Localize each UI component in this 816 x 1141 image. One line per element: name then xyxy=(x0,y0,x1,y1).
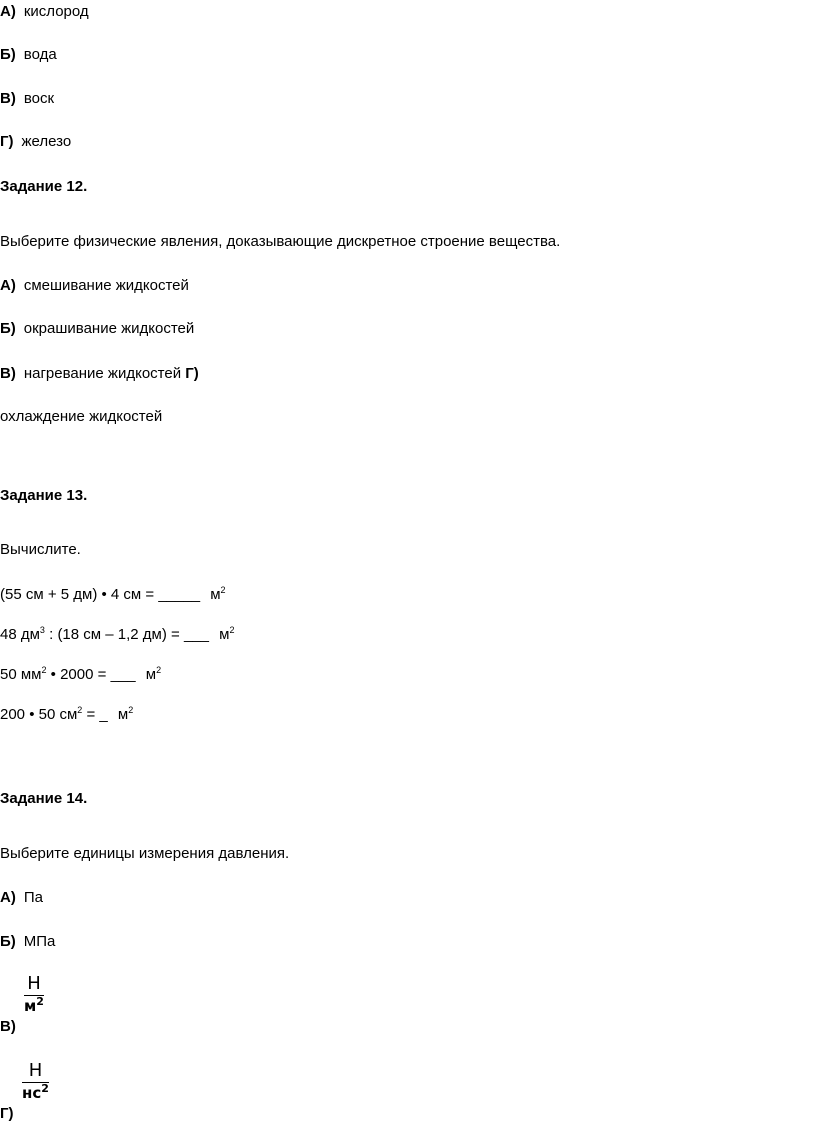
option-letter: А) xyxy=(0,889,16,906)
option-letter: Б) xyxy=(0,46,16,63)
prefix-exponent: 2 xyxy=(41,665,47,675)
option-text: смешивание жидкостей xyxy=(23,277,189,294)
prefix-exponent: 3 xyxy=(39,625,45,635)
task13-equation-3 xyxy=(0,666,161,684)
option-letter: Г) xyxy=(0,133,14,150)
fraction-n-per-m2 xyxy=(24,973,44,1016)
task12-option-b xyxy=(0,320,194,338)
unit-exponent: 2 xyxy=(229,625,235,635)
task14-title: Задание 14. xyxy=(0,790,88,807)
fraction-denominator xyxy=(24,996,44,1016)
task13-title: Задание 13. xyxy=(0,487,88,504)
task13-equation-4 xyxy=(0,706,133,724)
task13-equation-2 xyxy=(0,626,235,644)
task14-option-g-letter: Г) xyxy=(0,1105,14,1122)
unit: м xyxy=(219,626,230,643)
option-letter: В) xyxy=(0,90,16,107)
unit-exponent: 2 xyxy=(128,705,134,715)
prefix-exponent: 2 xyxy=(77,705,83,715)
option-letter: В) xyxy=(0,365,16,382)
answer-blank: ___ xyxy=(110,666,136,683)
answer-blank: ___ xyxy=(183,626,209,643)
task14-option-a xyxy=(0,889,43,907)
fraction-denominator xyxy=(22,1083,49,1103)
option-text: кислород xyxy=(23,3,89,20)
task11-option-b xyxy=(0,46,57,64)
denominator-unit: м xyxy=(24,997,37,1015)
unit: м xyxy=(145,666,157,683)
option-letter: А) xyxy=(0,3,16,20)
fraction-n-per-ns2 xyxy=(22,1060,49,1103)
equation-expression: • 2000 = xyxy=(46,666,107,683)
unit-exponent: 2 xyxy=(156,665,162,675)
option-text: нагревание жидкостей xyxy=(23,365,182,382)
task12-question: Выберите физические явления, доказывающие дискретное строение вещества. xyxy=(0,233,561,250)
task13-equation-1 xyxy=(0,586,226,604)
task11-option-g xyxy=(0,133,71,151)
denominator-exponent: 2 xyxy=(36,995,44,1008)
option-letter: Б) xyxy=(0,933,16,950)
task11-option-a xyxy=(0,3,89,21)
task12-option-g-text: охлаждение жидкостей xyxy=(0,408,163,425)
answer-blank: _____ xyxy=(158,586,201,603)
unit: м xyxy=(117,706,129,723)
task12-option-a xyxy=(0,277,189,295)
fraction-numerator: Н xyxy=(27,973,41,994)
fraction-numerator: Н xyxy=(28,1060,43,1081)
option-text: Па xyxy=(23,889,43,906)
equation-expression: : (18 см – 1,2 дм) = xyxy=(44,626,180,643)
task11-option-v xyxy=(0,90,54,108)
option-text: МПа xyxy=(23,933,56,950)
denominator-exponent: 2 xyxy=(41,1082,49,1095)
unit-exponent: 2 xyxy=(220,585,226,595)
answer-blank: _ xyxy=(99,706,108,723)
unit: м xyxy=(210,586,221,603)
option-text: вода xyxy=(23,46,57,63)
equation-prefix: 48 дм xyxy=(0,626,40,643)
option-letter: Г) xyxy=(185,365,199,382)
equation-expression: (55 см + 5 дм) • 4 см = xyxy=(0,586,155,603)
task12-option-v xyxy=(0,365,199,383)
equation-prefix: 200 • 50 см xyxy=(0,706,78,723)
task13-question: Вычислите. xyxy=(0,541,81,558)
task14-option-b xyxy=(0,933,55,951)
equation-prefix: 50 мм xyxy=(0,666,42,683)
task14-option-v-letter: В) xyxy=(0,1018,16,1035)
task14-question: Выберите единицы измерения давления. xyxy=(0,845,290,862)
equation-expression: = xyxy=(82,706,96,723)
denominator-unit: нс xyxy=(22,1084,42,1102)
option-text: воск xyxy=(23,90,55,107)
option-letter: Б) xyxy=(0,320,16,337)
option-letter: А) xyxy=(0,277,16,294)
option-text: окрашивание жидкостей xyxy=(23,320,195,337)
option-text: железо xyxy=(21,133,72,150)
task12-title: Задание 12. xyxy=(0,178,88,195)
